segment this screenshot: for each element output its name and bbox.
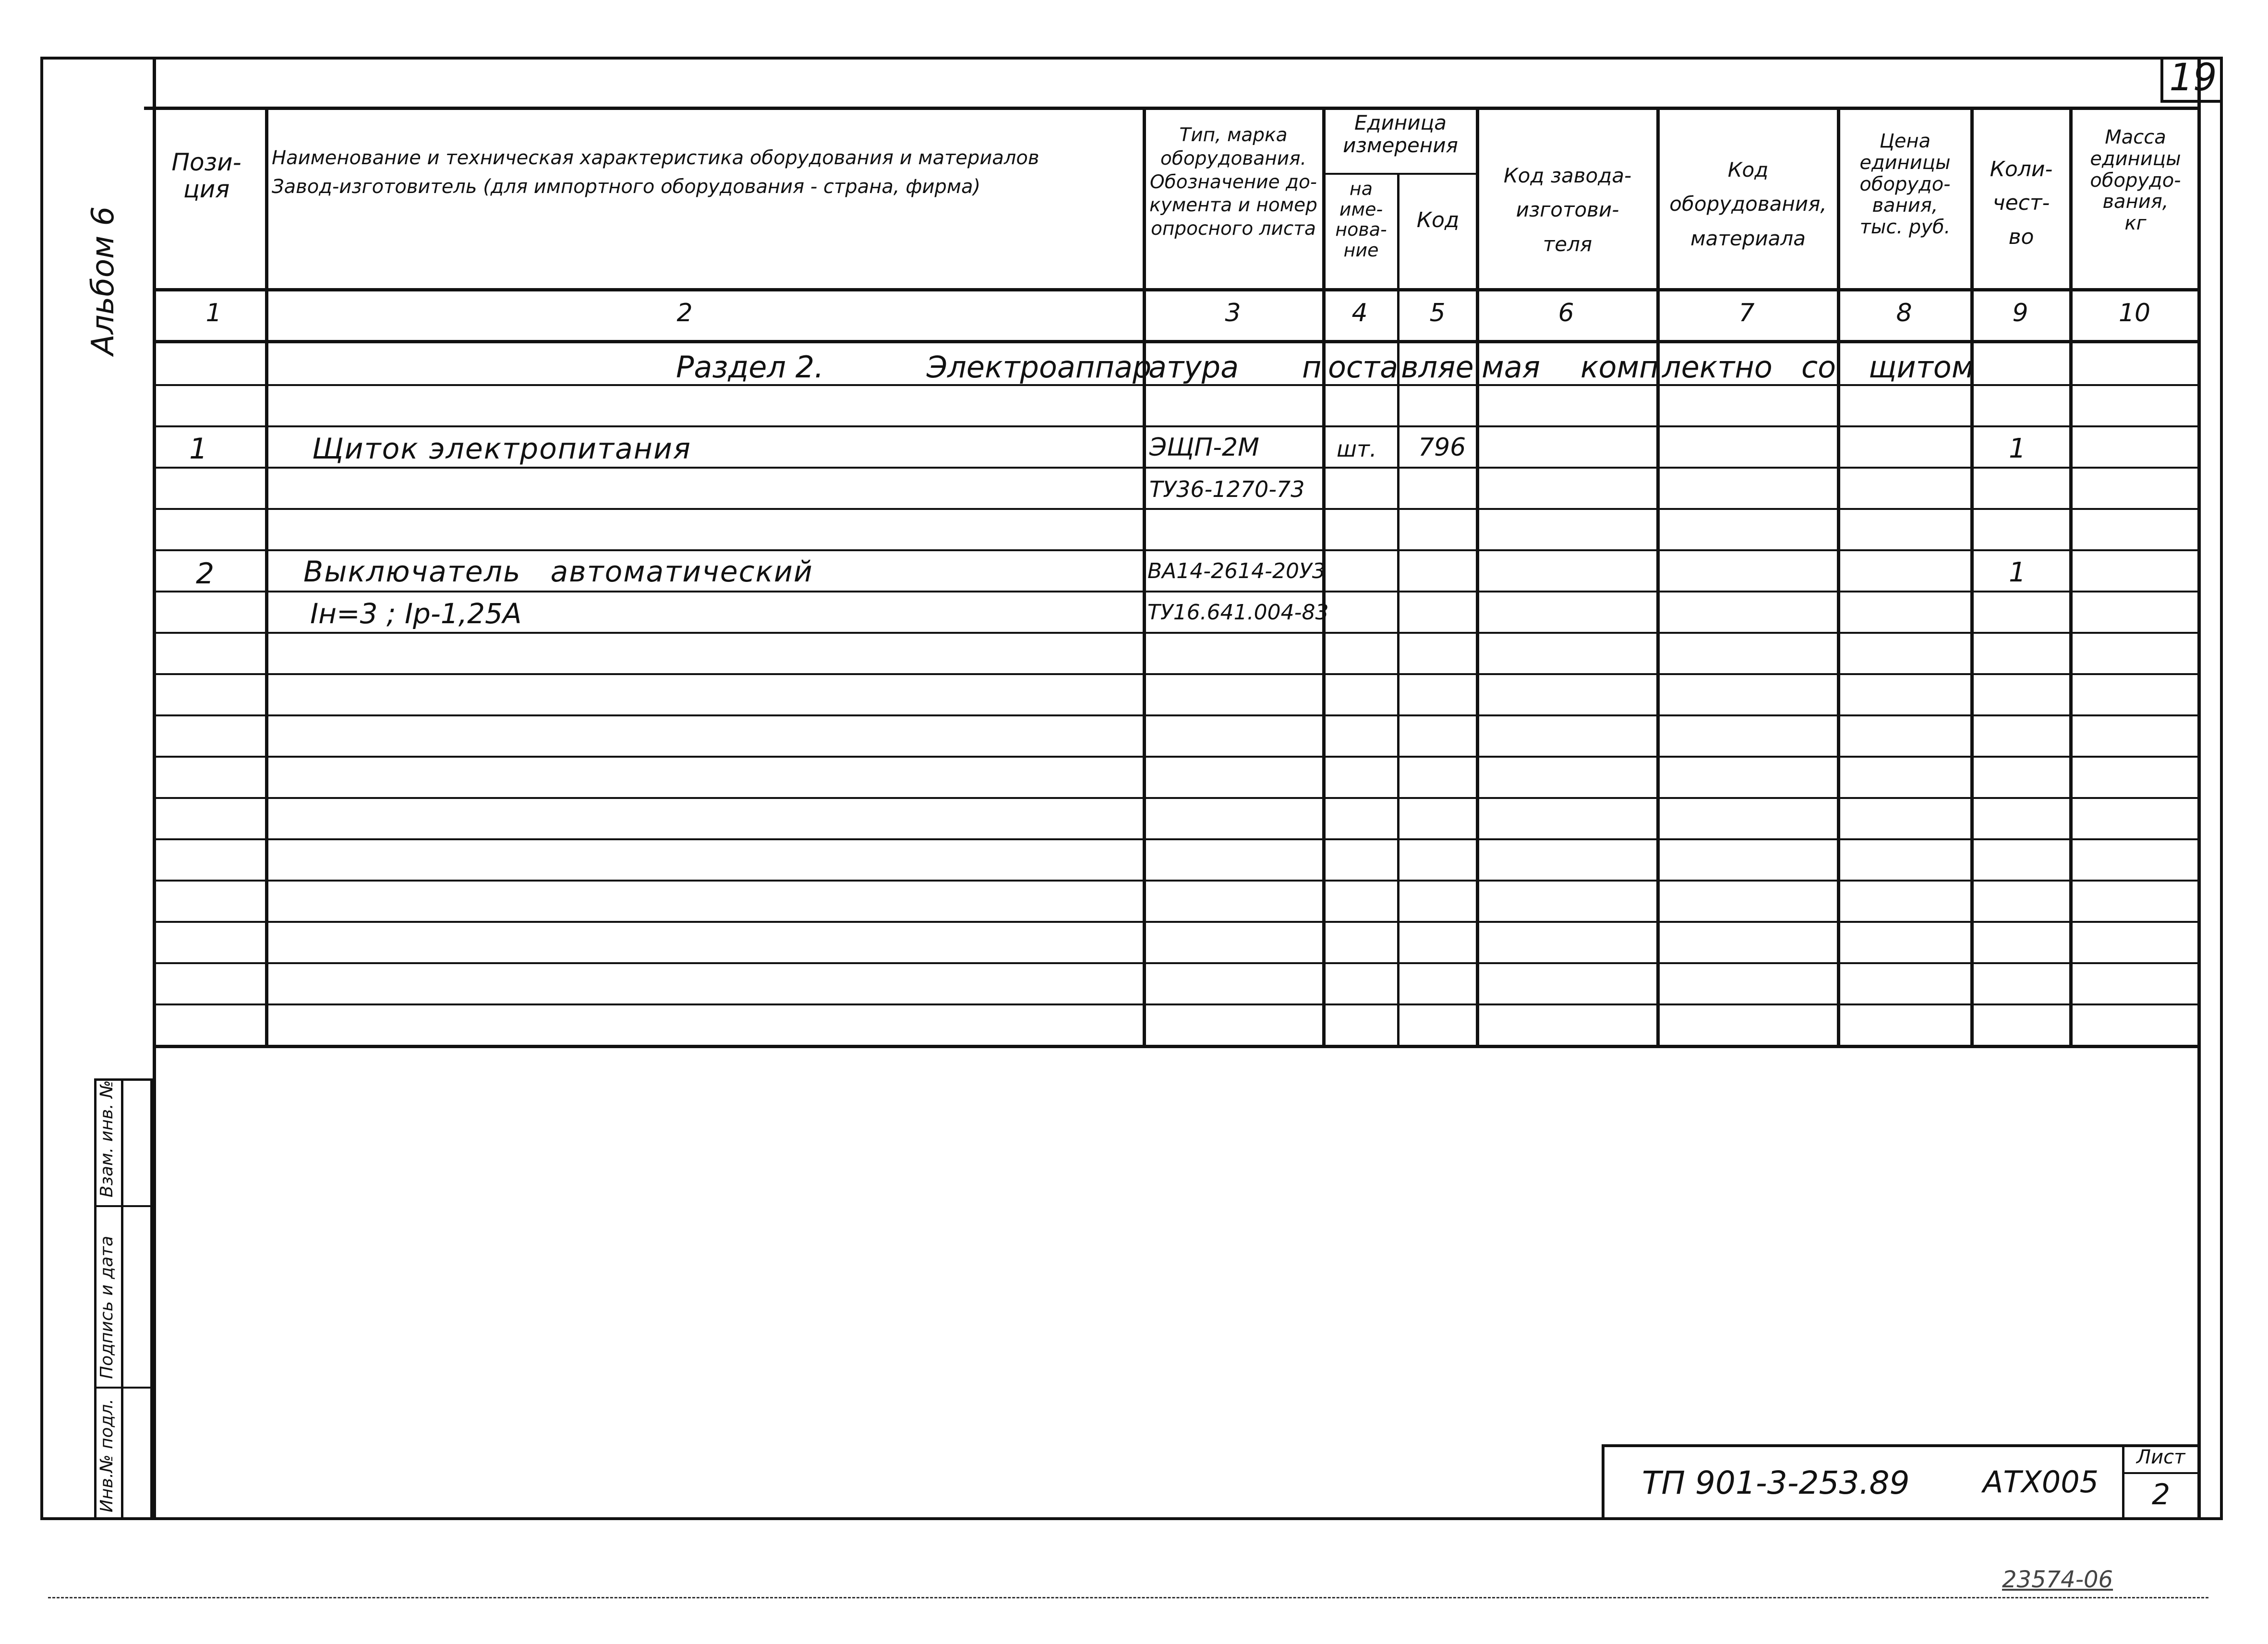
- header-unit-name: на име- нова- ние: [1335, 178, 1387, 261]
- row-line: [153, 962, 2201, 964]
- col-divider: [1397, 173, 1399, 1046]
- row2-ratings: Iн=3 ; Iр-1,25А: [310, 597, 522, 630]
- table-bottom-line: [153, 1045, 2201, 1048]
- row-line: [153, 549, 2201, 551]
- sheet-number: 19: [2160, 57, 2223, 103]
- section-title-part: щитом: [1869, 350, 1974, 385]
- colnum-9: 9: [2012, 299, 2028, 327]
- col-divider: [1970, 107, 1974, 1046]
- footer-mark: 23574-06: [2002, 1566, 2113, 1593]
- row-line: [153, 714, 2201, 716]
- header-price: Цена единицы оборудо- вания, тыс. руб.: [1859, 130, 1951, 239]
- sheet-value: 2: [2152, 1478, 2171, 1511]
- colnum-3: 3: [1225, 299, 1241, 327]
- col-divider: [1837, 107, 1840, 1046]
- row-line: [153, 756, 2201, 758]
- row-line: [153, 591, 2201, 592]
- row-line: [153, 797, 2201, 799]
- row1-name: Щиток электропитания: [312, 432, 692, 466]
- colnum-7: 7: [1738, 299, 1755, 327]
- row1-quantity: 1: [2009, 433, 2026, 464]
- header-bottom-line: [153, 288, 2201, 291]
- header-name-line1: Наименование и техническая характеристика оборудования и материалов: [272, 147, 1039, 169]
- col-divider: [265, 107, 268, 1046]
- row1-type-standard: ТУ36-1270-73: [1149, 476, 1305, 502]
- header-quantity: Коли- чест- во: [1990, 157, 2053, 249]
- col-divider: [1143, 107, 1146, 1046]
- doc-code: ТП 901-3-253.89: [1642, 1464, 1910, 1501]
- section-title-part: Электроаппар: [927, 350, 1152, 385]
- row1-position: 1: [189, 432, 208, 466]
- row1-type: ЭЩП-2М: [1149, 433, 1259, 462]
- side-stamp-line: [94, 1205, 153, 1207]
- unit-subheader-line: [1324, 173, 1476, 175]
- section-title-part: п: [1302, 350, 1322, 385]
- header-equipment-code: Код оборудования, материала: [1669, 158, 1827, 250]
- row-line: [153, 921, 2201, 923]
- colnum-10: 10: [2118, 299, 2151, 327]
- row1-unit: шт.: [1337, 436, 1377, 462]
- row-line: [153, 673, 2201, 675]
- colnum-6: 6: [1558, 299, 1574, 327]
- side-label-replaced: Взам. инв. №: [97, 1080, 117, 1197]
- album-label: Альбом 6: [85, 206, 121, 355]
- colnum-8: 8: [1896, 299, 1912, 327]
- header-mass: Масса единицы оборудо- вания, кг: [2090, 126, 2181, 235]
- colnum-4: 4: [1351, 299, 1368, 327]
- form-border: [153, 57, 2201, 1520]
- colnum-5: 5: [1429, 299, 1446, 327]
- side-stamp-divider: [121, 1078, 123, 1520]
- section-title-part: мая: [1482, 350, 1541, 385]
- col-divider: [1656, 107, 1660, 1046]
- section-title-part: оста: [1328, 350, 1399, 385]
- row1-code: 796: [1418, 433, 1466, 462]
- row-line: [153, 467, 2201, 469]
- row-line: [153, 838, 2201, 840]
- col-divider: [2069, 107, 2073, 1046]
- header-type: Тип, марка оборудования. Обозначение до- кумента и номер опросного листа: [1149, 124, 1317, 240]
- row-line: [153, 508, 2201, 510]
- table-top-line: [144, 107, 2201, 110]
- side-label-sign: Подпись и дата: [97, 1235, 117, 1379]
- row2-type-standard: ТУ16.641.004-83: [1147, 600, 1329, 625]
- row-line: [153, 880, 2201, 882]
- row2-name: Выключатель автоматический: [303, 555, 813, 589]
- colnum-bottom-line: [153, 340, 2201, 343]
- colnum-2: 2: [676, 299, 693, 327]
- row-line: [153, 1003, 2201, 1005]
- row-line: [153, 632, 2201, 634]
- header-name-line2: Завод-изготовитель (для импортного оборудования - страна, фирма): [272, 176, 981, 198]
- stamp-divider: [2122, 1444, 2124, 1520]
- row2-position: 2: [196, 557, 215, 591]
- doc-suffix: АТХ005: [1983, 1464, 2099, 1499]
- side-stamp-line: [94, 1387, 153, 1389]
- col-divider: [1476, 107, 1479, 1046]
- section-title-part: Раздел 2.: [676, 350, 824, 385]
- header-unit-group: Единица измерения: [1343, 111, 1458, 157]
- row2-type: ВА14-2614-20У3: [1147, 559, 1326, 583]
- section-title-part: атура: [1148, 350, 1239, 385]
- sheet-label: Лист: [2136, 1446, 2185, 1468]
- stamp-line: [2122, 1472, 2201, 1474]
- section-title-part: лектно: [1662, 350, 1773, 385]
- side-label-inv: Инв.№ подл.: [97, 1399, 117, 1512]
- header-position: Пози- ция: [171, 148, 241, 203]
- colnum-1: 1: [205, 299, 222, 327]
- section-title-part: комп: [1580, 350, 1659, 385]
- row-line: [153, 425, 2201, 427]
- section-title-part: со: [1801, 350, 1836, 385]
- header-manufacturer-code: Код завода- изготови- теля: [1503, 164, 1632, 256]
- header-unit-code: Код: [1416, 208, 1460, 232]
- section-title-part: вляе: [1401, 350, 1474, 385]
- scan-edge-line: [48, 1597, 2208, 1598]
- row2-quantity: 1: [2009, 557, 2026, 588]
